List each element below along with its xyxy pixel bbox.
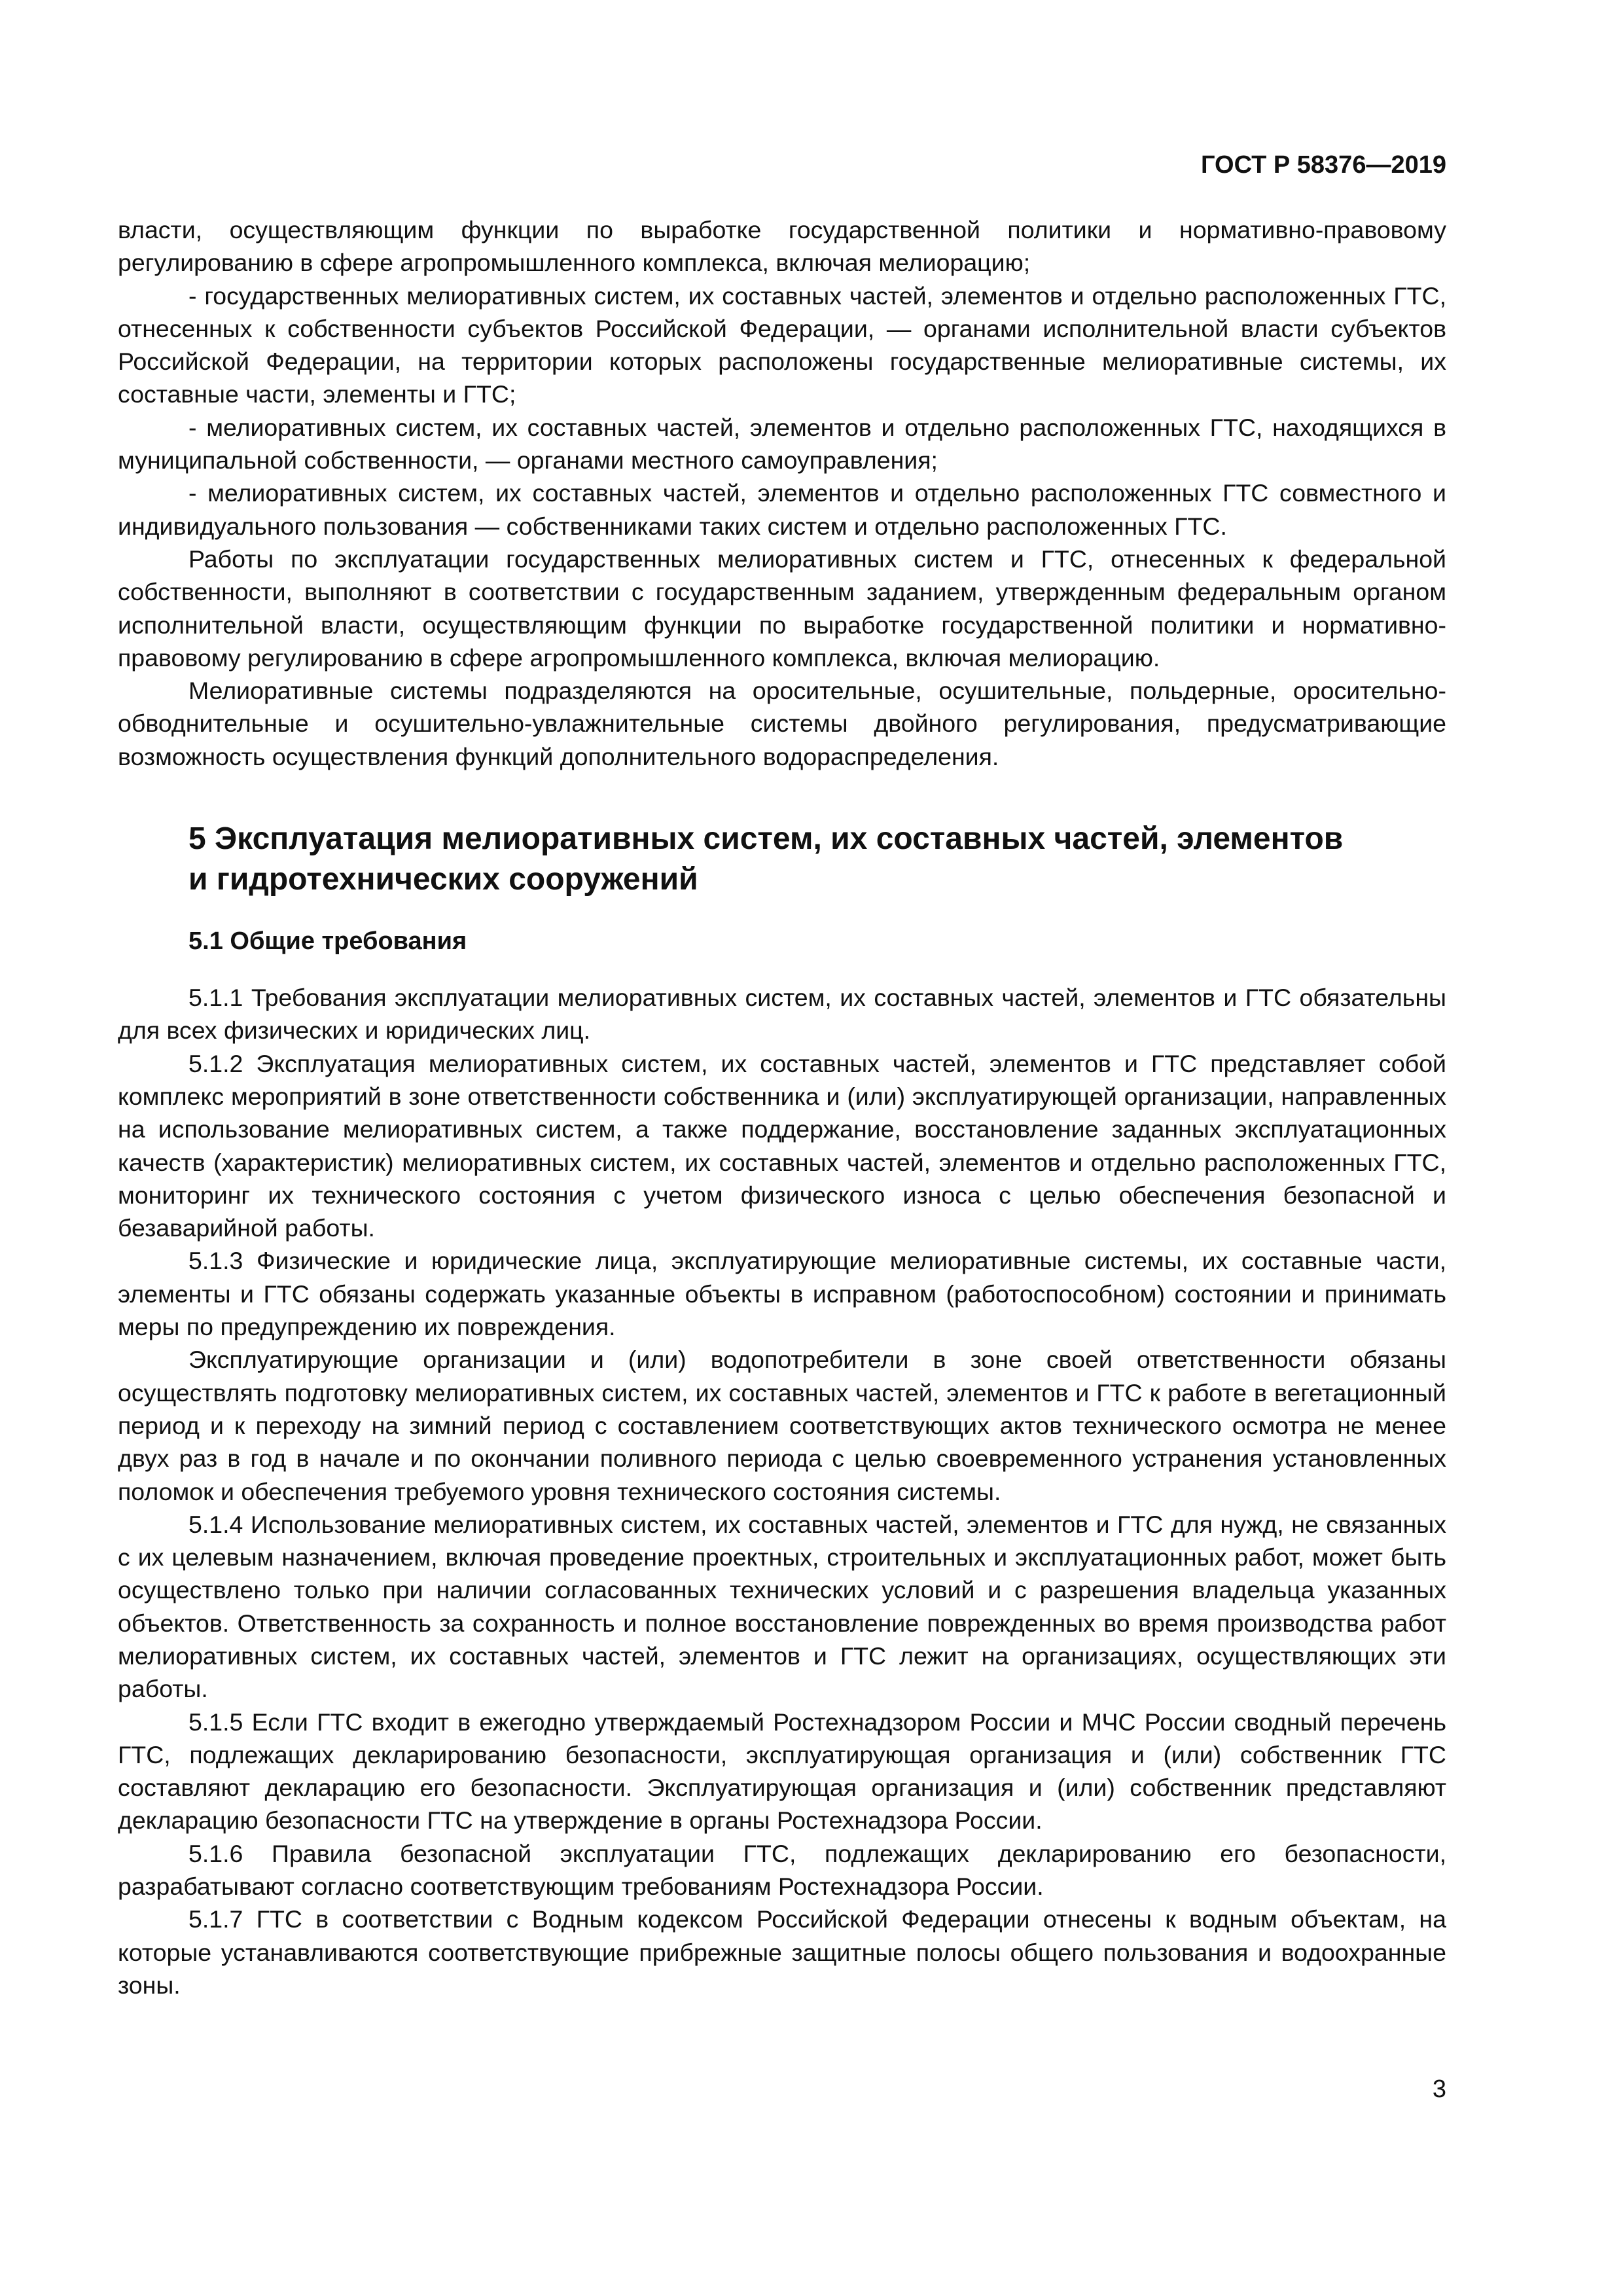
paragraph: власти, осуществляющим функции по выработке государственной политики и нормативно-правовому регулированию в сфере агропромышленного комплекса, включая мелиорацию; <box>118 216 1446 277</box>
section-heading <box>188 819 1446 900</box>
paragraph: Мелиоративные системы подразделяются на оросительные, осушительные, польдерные, оросительно-обводнительные и осушительно-увлажнительные системы двойного регулирования, предусматривающие возможность осуществления функций дополнительного водораспределения. <box>118 677 1446 770</box>
document-id-header: ГОСТ Р 58376—2019 <box>1201 151 1446 179</box>
paragraph: 5.1.5 Если ГТС входит в ежегодно утверждаемый Ростехнадзором России и МЧС России сводный перечень ГТС, подлежащих декларированию безопасности, эксплуатирующая организация и (или) собственник ГТС составляют декларацию его безопасности. Эксплуатирующая организация и (или) собственник представляют декларацию безопасности ГТС на утверждение в органы Ростехнадзора России. <box>118 1708 1446 1835</box>
page-number: 3 <box>1432 2075 1446 2103</box>
paragraph: Эксплуатирующие организации и (или) водопотребители в зоне своей ответственности обязаны осуществлять подготовку мелиоративных систем, их составных частей, элементов и ГТС к работе в вегетационный период и к переходу на зимний период с составлением соответствующих актов технического осмотра не менее двух раз в год в начале и по окончании поливного периода с целью своевременного устранения установленных поломок и обеспечения требуемого уровня технического состояния системы. <box>118 1346 1446 1505</box>
paragraph: 5.1.1 Требования эксплуатации мелиоративных систем, их составных частей, элементов и ГТС обязательны для всех физических и юридических лиц. <box>118 984 1446 1045</box>
section-heading-line2: и гидротехнических сооружений <box>188 862 698 897</box>
paragraph: 5.1.2 Эксплуатация мелиоративных систем, их составных частей, элементов и ГТС представляет собой комплекс мероприятий в зоне ответственности собственника и (или) эксплуатирующей организации, направленных на использование мелиоративных систем, а также поддержание, восстановление заданных эксплуатационных качеств (характеристик) мелиоративных систем, их составных частей, элементов и отдельно расположенных ГТС, мониторинг их технического состояния с учетом физического износа с целью обеспечения безопасной и безаварийной работы. <box>118 1049 1446 1242</box>
list-item: - государственных мелиоративных систем, их составных частей, элементов и отдельно расположенных ГТС, отнесенных к собственности субъектов Российской Федерации, — органами исполнительной власти субъектов Российской Федерации, на территории которых расположены государственные мелиоративные системы, их составные части, элементы и ГТС; <box>118 281 1446 408</box>
paragraph: 5.1.7 ГТС в соответствии с Водным кодексом Российской Федерации отнесены к водным объектам, на которые устанавливаются соответствующие прибрежные защитные полосы общего пользования и водоохранные зоны. <box>118 1905 1446 1999</box>
paragraph: 5.1.6 Правила безопасной эксплуатации ГТС, подлежащих декларированию его безопасности, разрабатывают согласно соответствующим требованиям Ростехнадзора России. <box>118 1839 1446 1901</box>
section-heading-line1: 5 Эксплуатация мелиоративных систем, их составных частей, элементов <box>188 821 1344 857</box>
paragraph: 5.1.3 Физические и юридические лица, эксплуатирующие мелиоративные системы, их составные части, элементы и ГТС обязаны содержать указанные объекты в исправном (работоспособном) состоянии и принимать меры по предупреждению их повреждения. <box>118 1247 1446 1341</box>
subsection-heading: 5.1 Общие требования <box>188 927 467 956</box>
list-item: - мелиоративных систем, их составных частей, элементов и отдельно расположенных ГТС, находящихся в муниципальной собственности, — органами местного самоуправления; <box>118 413 1446 475</box>
paragraph: 5.1.4 Использование мелиоративных систем, их составных частей, элементов и ГТС для нужд, не связанных с их целевым назначением, включая проведение проектных, строительных и эксплуатационных работ, может быть осуществлено только при наличии согласованных технических условий и с разрешения владельца указанных объектов. Ответственность за сохранность и полное восстановление поврежденных во время производства работ мелиоративных систем, их составных частей, элементов и ГТС лежит на организациях, осуществляющих эти работы. <box>118 1510 1446 1703</box>
list-item: - мелиоративных систем, их составных частей, элементов и отдельно расположенных ГТС совместного и индивидуального пользования — собственниками таких систем и отдельно расположенных ГТС. <box>118 479 1446 540</box>
paragraph: Работы по эксплуатации государственных мелиоративных систем и ГТС, отнесенных к федеральной собственности, выполняют в соответствии с государственным заданием, утвержденным федеральным органом исполнительной власти, осуществляющим функции по выработке государственной политики и нормативно-правовому регулированию в сфере агропромышленного комплекса, включая мелиорацию. <box>118 545 1446 672</box>
